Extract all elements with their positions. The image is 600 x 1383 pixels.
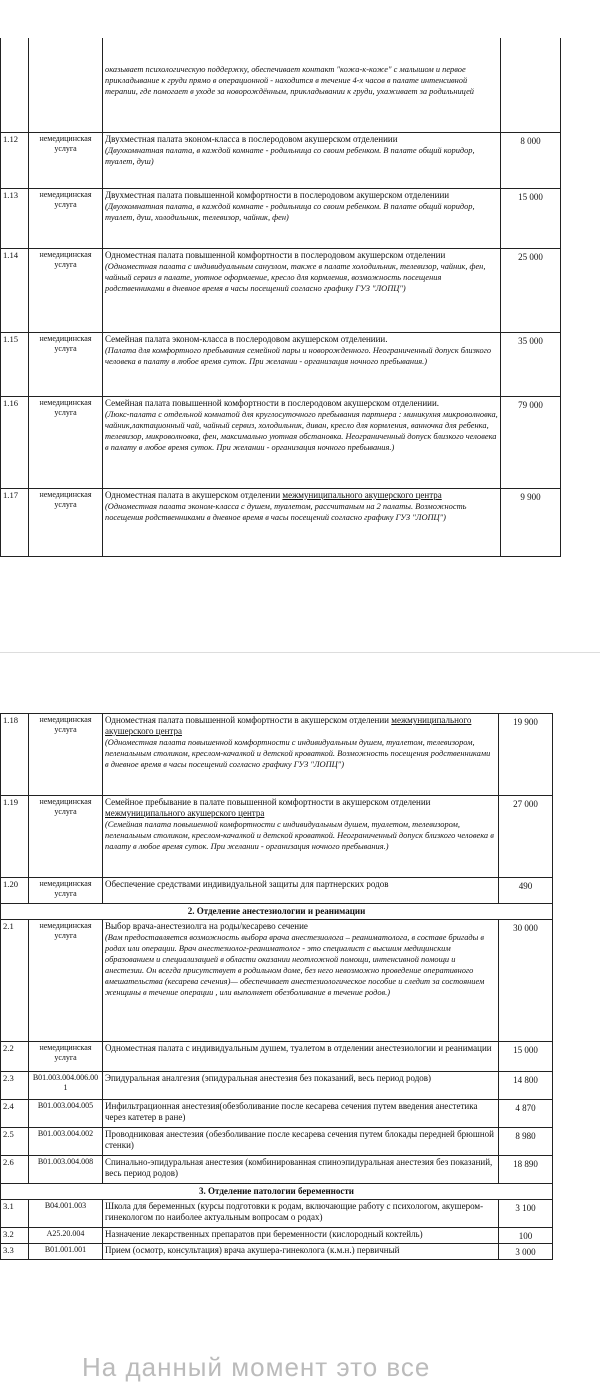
row-service <box>103 1072 499 1100</box>
section-header-row <box>1 904 553 920</box>
row-number: 1.17 <box>1 488 29 556</box>
row-title: Школа для беременных (курсы подготовки к родам, включающие работу с психологом, акушером-гинекологом по наиболее актуальным вопросам о родах) <box>105 1201 484 1222</box>
row-price: 27 000 <box>499 796 553 878</box>
row-title: Прием (осмотр, консультация) врача акушера-гинеколога (к.м.н.) первичный <box>105 1245 400 1255</box>
row-number: 3.2 <box>1 1228 29 1244</box>
row-price: 100 <box>499 1228 553 1244</box>
table-row <box>1 38 561 132</box>
row-price: 8 980 <box>499 1128 553 1156</box>
row-title: Двухместная палата эконом-класса в послеродовом акушерском отделениии <box>105 133 398 144</box>
row-number: 1.20 <box>1 878 29 904</box>
row-price: 4 870 <box>499 1100 553 1128</box>
row-title: Одноместная палата с индивидуальным душем, туалетом в отделении анестезиологии и реанимации <box>105 1043 492 1053</box>
row-number: 2.6 <box>1 1156 29 1184</box>
row-desc: (Двухкомнатная палата, в каждой комнате - родильница со своим ребенком. В палате общий коридор, туалет, душ) <box>105 145 475 166</box>
row-price: 79 000 <box>501 396 561 488</box>
price-table-page-1 <box>0 38 561 557</box>
row-title-underlined: межмуниципального акушерского центра <box>105 715 472 736</box>
row-desc: оказывает психологическую поддержку, обеспечивает контакт "кожа-к-коже" с малышом и первое прикладывание к груди прямо в операционной - находится в течение 4-х часов в палате интенсивной терапии, где помогает в уходе за новорождённым, прикладывании к груди, ухаживает за родильницей <box>103 38 501 132</box>
row-number: 2.3 <box>1 1072 29 1100</box>
document-page-1 <box>0 0 600 600</box>
row-price: 3 100 <box>499 1200 553 1228</box>
row-code: B01.003.004.005 <box>29 1100 103 1128</box>
row-price: 15 000 <box>501 188 561 248</box>
row-title: Двухместная палата повышенной комфортности в послеродовом акушерском отделениии <box>105 189 450 200</box>
row-kind: немедицинская услуга <box>29 920 103 1042</box>
footer-caption: На данный момент это все <box>82 1352 431 1382</box>
table-row <box>1 1100 553 1128</box>
row-code: A25.20.004 <box>29 1228 103 1244</box>
row-title: Обеспечение средствами индивидуальной защиты для партнерских родов <box>105 879 389 889</box>
row-service <box>103 188 501 248</box>
row-kind: немедицинская услуга <box>29 714 103 796</box>
row-number: 1.15 <box>1 332 29 396</box>
row-kind: немедицинская услуга <box>29 332 103 396</box>
row-service <box>103 714 499 796</box>
row-service <box>103 1156 499 1184</box>
row-price: 18 890 <box>499 1156 553 1184</box>
page-gap <box>0 600 600 652</box>
section-title: 2. Отделение анестезиологии и реанимации <box>1 904 553 920</box>
row-price: 25 000 <box>501 248 561 332</box>
row-number: 3.1 <box>1 1200 29 1228</box>
row-service <box>103 1042 499 1072</box>
row-service <box>103 1200 499 1228</box>
row-desc: (Люкс-палата с отдельной комнатой для круглосуточного пребывания партнера : миникухня микроволновка, чайник,лактационный чай, чайный сервиз, холодильник, диван, кресло для кормления, ванночка для ребенка, телевизор, микроволновка, фен, максимально уютная обстановка. Неограниченный допуск близкого человека в палату в любое время суток. При желании - организация ночного пребывания.) <box>105 409 498 452</box>
row-number: 1.18 <box>1 714 29 796</box>
row-title: Семейная палата эконом-класса в послеродовом акушерском отделениии. <box>105 333 388 344</box>
table-row <box>1 188 561 248</box>
row-service <box>103 1228 499 1244</box>
table-row <box>1 1128 553 1156</box>
row-service <box>103 488 501 556</box>
row-service <box>103 1100 499 1128</box>
row-desc: (Палата для комфортного пребывания семейной пары и новорожденного. Неограниченный допуск близкого человека в палату в любое время суток. При желании - организация ночного пребывания.) <box>105 345 492 366</box>
table-row <box>1 920 553 1042</box>
row-price: 19 900 <box>499 714 553 796</box>
row-title: Семейное пребывание в палате повышенной комфортности в акушерском отделении <box>105 797 431 807</box>
row-title: Семейная палата повышенной комфортности в послеродовом акушерском отделениии. <box>105 397 440 408</box>
row-service <box>103 796 499 878</box>
price-table-page-2 <box>0 713 553 1260</box>
row-desc: (Семейная палата повышенной комфортности с индивидуальным душем, туалетом, телевизором, пеленальным столиком, креслом-качалкой и детской кроваткой. Неограниченный допуск близкого человека в палату в любое время суток. При желании - организация ночного пребывания.) <box>105 820 494 851</box>
row-title: Назначение лекарственных препаратов при беременности (кислородный коктейль) <box>105 1229 423 1239</box>
table-row <box>1 1042 553 1072</box>
table-row <box>1 1156 553 1184</box>
row-service <box>103 332 501 396</box>
row-number: 1.12 <box>1 132 29 188</box>
row-desc: (Одноместная палата эконом-класса с душем, туалетом, рассчитаным на 2 палаты. Возможность посещения родственниками в дневное время в часы посещений согласно графику ГУЗ "ЛОПЦ") <box>105 501 467 522</box>
table-row <box>1 332 561 396</box>
row-kind: немедицинская услуга <box>29 1042 103 1072</box>
row-number: 1.13 <box>1 188 29 248</box>
table-row <box>1 396 561 488</box>
row-title: Эпидуральная аналгезия (эпидуральная анестезия без показаний, весь период родов) <box>105 1073 432 1083</box>
row-kind: немедицинская услуга <box>29 796 103 878</box>
row-desc: (Вам предоставляется возможность выбора врача анестезиолога – реаниматолога, в составе бригады в родах или операции. Врач анестезиолог-реаниматолог - это специалист с высшим медицинским образованием и специализацией в области оказании неотложной помощи, интенсивной помощи и анестезии. Он всегда присутствует в родильном доме, без него невозможно проведение оперативного вмешательства (кесарева сечения)— обеспечивает анестезиологическое пособие и следит за состоянием женщины в течение операции , или выполняет обезболивание в течение родов.) <box>105 933 485 997</box>
row-title-underlined: межмуниципального акушерского центра <box>282 489 442 500</box>
row-number: 1.16 <box>1 396 29 488</box>
row-kind: немедицинская услуга <box>29 396 103 488</box>
row-title: Одноместная палата повышенной комфортности в акушерском отделении <box>105 715 392 725</box>
row-code: B01.003.004.006.001 <box>29 1072 103 1100</box>
table-row <box>1 488 561 556</box>
table-row <box>1 1228 553 1244</box>
row-kind: немедицинская услуга <box>29 188 103 248</box>
row-price: 490 <box>499 878 553 904</box>
row-number: 2.2 <box>1 1042 29 1072</box>
row-service <box>103 1244 499 1260</box>
row-kind: немедицинская услуга <box>29 878 103 904</box>
row-price: 14 800 <box>499 1072 553 1100</box>
row-service <box>103 132 501 188</box>
row-price: 15 000 <box>499 1042 553 1072</box>
table-row <box>1 1244 553 1260</box>
row-price: 9 900 <box>501 488 561 556</box>
table-row <box>1 796 553 878</box>
row-title: Инфильтрационная анестезия(обезболивание после кесарева сечения путем введения анестетика через катетер в ране) <box>105 1101 478 1122</box>
row-number: 2.4 <box>1 1100 29 1128</box>
row-title: Одноместная палата повышенной комфортности в послеродовом акушерском отделении <box>105 249 446 260</box>
table-row <box>1 1200 553 1228</box>
section-title: 3. Отделение патологии беременности <box>1 1184 553 1200</box>
row-number: 1.14 <box>1 248 29 332</box>
row-kind: немедицинская услуга <box>29 488 103 556</box>
table-row <box>1 714 553 796</box>
row-price: 35 000 <box>501 332 561 396</box>
row-service <box>103 396 501 488</box>
row-desc: (Двухкомнатная палата, в каждой комнате - родильница со своим ребенком. В палате общий коридор, туалет, душ, холодильник, телевизор, чайник, фен) <box>105 201 475 222</box>
row-title: Выбор врача-анестезиолга на роды/кесарево сечение <box>105 921 308 931</box>
row-number: 2.1 <box>1 920 29 1042</box>
row-price: 3 000 <box>499 1244 553 1260</box>
row-number: 2.5 <box>1 1128 29 1156</box>
row-code: B01.001.001 <box>29 1244 103 1260</box>
row-code: B04.001.003 <box>29 1200 103 1228</box>
row-code: B01.003.004.002 <box>29 1128 103 1156</box>
row-code: B01.003.004.008 <box>29 1156 103 1184</box>
row-title: Проводниковая анестезия (обезболивание после кесарева сечения путем блокады передней брюшной стенки) <box>105 1129 494 1150</box>
row-title: Одноместная палата в акушерском отделении <box>105 489 283 500</box>
row-desc: (Одноместная палата с индивидуальным санузлом, также в палате холодильник, телевизор, чайник, фен, чайный сервиз в палате, уютное оформление, кресло для кормления, возможность посещения родственниками в дневное время в часы посещений согласно графику ГУЗ "ЛОПЦ") <box>105 261 486 293</box>
row-service <box>103 248 501 332</box>
table-row <box>1 1072 553 1100</box>
table-row <box>1 132 561 188</box>
row-service <box>103 1128 499 1156</box>
table-row <box>1 878 553 904</box>
row-kind: немедицинская услуга <box>29 132 103 188</box>
row-title-underlined: межмуниципального акушерского центра <box>105 808 265 818</box>
row-desc: (Одноместная палата повышенной комфортности с индивидуальным душем, туалетом, телевизором, пеленальным столиком, креслом-качалкой и детской кроваткой. Возможность посещения родственниками в дневное время в часы посещений согласно графику ГУЗ "ЛОПЦ") <box>105 738 491 769</box>
row-service <box>103 878 499 904</box>
section-header-row <box>1 1184 553 1200</box>
row-price: 30 000 <box>499 920 553 1042</box>
row-number: 3.3 <box>1 1244 29 1260</box>
row-title: Спинально-эпидуральная анестезия (комбинированная спиноэпидуральная анестезия без показаний, весь период родов) <box>105 1157 493 1178</box>
row-kind: немедицинская услуга <box>29 248 103 332</box>
row-price: 8 000 <box>501 132 561 188</box>
document-page-2 <box>0 653 600 1366</box>
row-service <box>103 920 499 1042</box>
table-row <box>1 248 561 332</box>
row-number: 1.19 <box>1 796 29 878</box>
